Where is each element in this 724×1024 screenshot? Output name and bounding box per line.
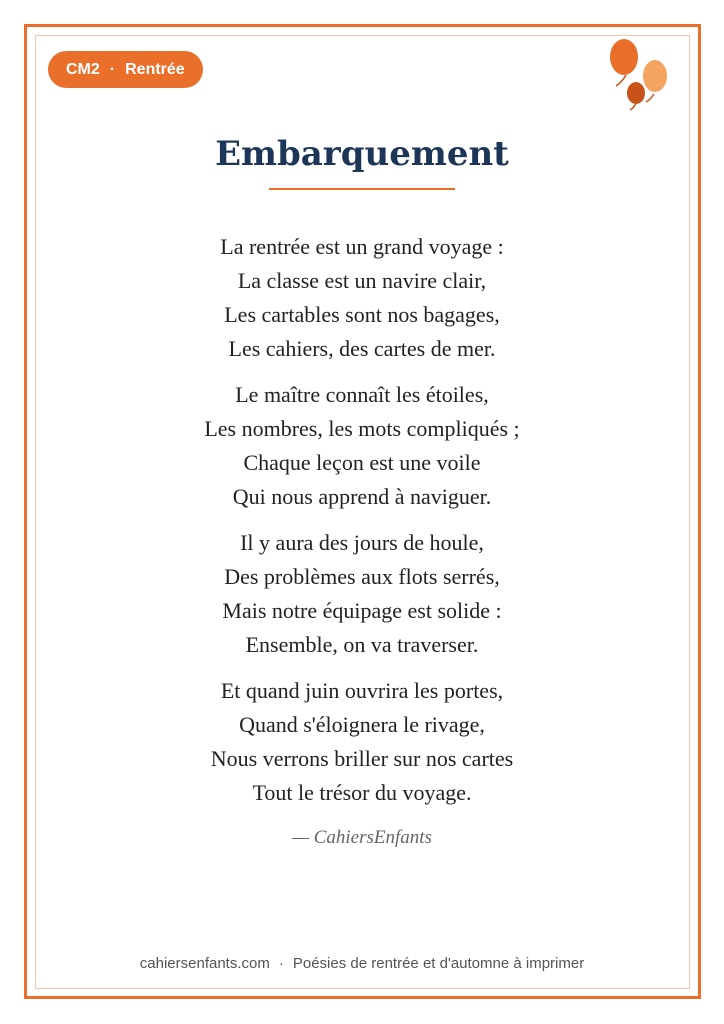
footer-site: cahiersenfants.com [139, 955, 270, 972]
poem-line: La classe est un navire clair, [237, 268, 487, 293]
footer-description: Poésies de rentrée et d'automne à imprimer [292, 955, 585, 972]
poem-line: Quand s'éloignera le rivage, [239, 712, 485, 737]
poem-line: Mais notre équipage est solide : [222, 598, 502, 623]
title-underline [269, 188, 455, 190]
stanza-1 [0, 230, 724, 366]
stanza-4 [0, 674, 724, 810]
footer [0, 954, 724, 974]
badge-theme: Rentrée [125, 61, 185, 78]
poem-line: Le maître connaît les étoiles, [235, 382, 489, 407]
badge-level: CM2 [66, 61, 100, 78]
poem-line: La rentrée est un grand voyage : [220, 234, 504, 259]
poem-line: Qui nous apprend à naviguer. [232, 484, 492, 509]
level-badge [48, 51, 203, 88]
poem-author: — CahiersEnfants [292, 827, 432, 848]
poem-title: Embarquement [215, 134, 509, 174]
poem-line: Et quand juin ouvrira les portes, [220, 678, 504, 703]
poem-line: Les nombres, les mots compliqués ; [204, 416, 520, 441]
poem-line: Chaque leçon est une voile [243, 450, 481, 475]
poem-line: Ensemble, on va traverser. [245, 632, 479, 657]
poem-line: Les cahiers, des cartes de mer. [228, 336, 496, 361]
poem-line: Il y aura des jours de houle, [240, 530, 484, 555]
poem-line: Les cartables sont nos bagages, [224, 302, 500, 327]
poem-line: Nous verrons briller sur nos cartes [210, 746, 514, 771]
poem-line: Tout le trésor du voyage. [252, 780, 472, 805]
badge-separator: · [109, 61, 116, 78]
footer-separator: · [278, 955, 284, 972]
balloons-icon [604, 36, 674, 116]
stanza-2 [0, 378, 724, 514]
poem-line: Des problèmes aux flots serrés, [224, 564, 500, 589]
poem-body [0, 230, 724, 822]
stanza-3 [0, 526, 724, 662]
